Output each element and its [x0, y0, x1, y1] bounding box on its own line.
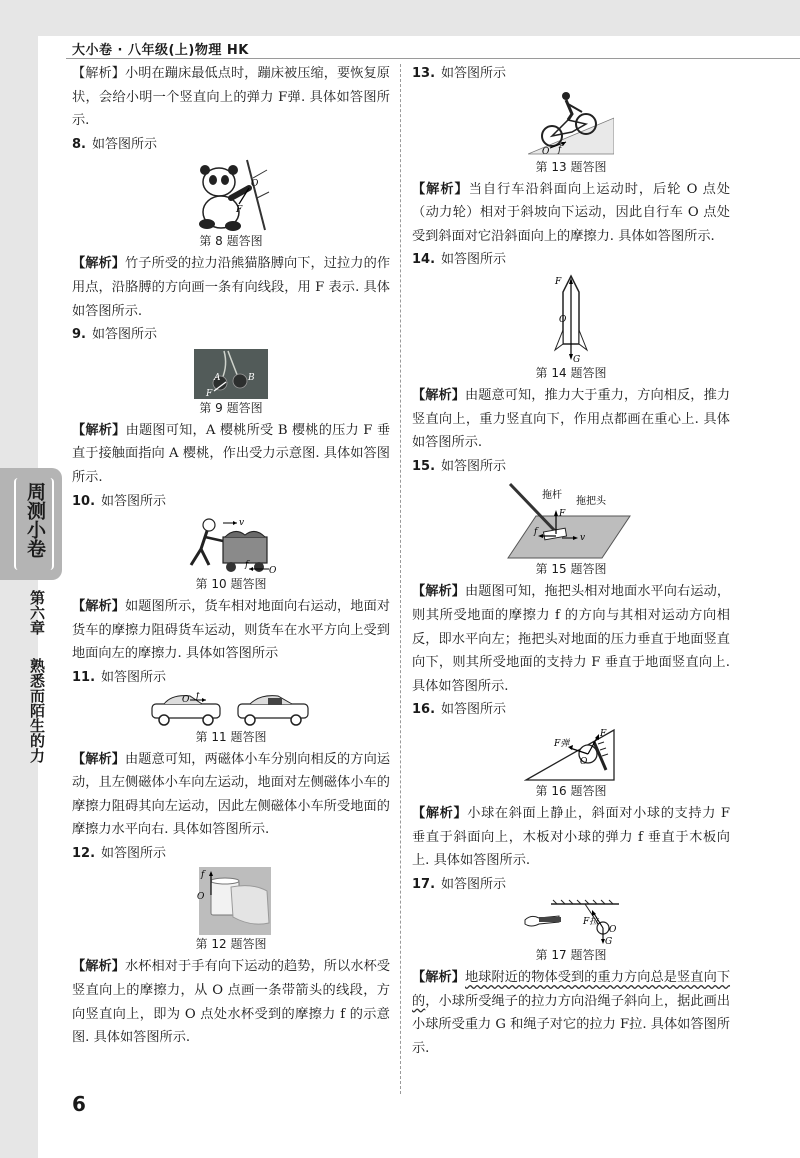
q12-head-text: 如答图所示: [101, 845, 167, 861]
q14-number: 14.: [412, 252, 436, 268]
q9-label-f: F: [206, 388, 213, 399]
q12-analysis: [72, 955, 390, 1049]
q8-label-o: O: [251, 179, 259, 190]
chapter-number: 第六章: [28, 590, 46, 635]
header-rule: [66, 58, 800, 59]
q8-caption: 第 8 题答图: [199, 234, 263, 249]
q15-number: 15.: [412, 458, 436, 474]
q10-analysis-text: 如题图所示，货车相对地面向右运动，地面对货车的摩擦力阻碍货车运动，则货车在水平方向上受到地面向左的摩擦力. 具体如答图所示: [72, 599, 391, 662]
q15-figure: [412, 480, 730, 578]
q16-analysis: [412, 802, 730, 873]
q9-analysis-tag: 【解析】: [72, 422, 126, 438]
q11-caption: 第 11 题答图: [195, 729, 267, 744]
q13-caption: 第 13 题答图: [535, 159, 607, 174]
q13-label-o: O: [542, 146, 550, 157]
q11-figure: [72, 692, 390, 746]
column-divider: [400, 64, 401, 1094]
q7-analysis: 【解析】小明在蹦床最低点时，蹦床被压缩，要恢复原状，会给小明一个竖直向上的弹力 F弹. 具体如答图所示.: [72, 66, 390, 129]
q14-head-text: 如答图所示: [441, 252, 507, 268]
q8-number: 8.: [72, 136, 86, 152]
q14-label-g: G: [573, 354, 581, 364]
q12-cup-hand-photo: [191, 867, 271, 935]
q11-analysis-text: 由题意可知，两磁体小车分别向相反的方向运动，且左侧磁体小车向左运动，地面对左侧磁体小车的摩擦力阻碍其向左运动，因此左侧磁体小车所受地面的摩擦力水平向右. 具体如答图所示.: [72, 751, 391, 838]
q8-panda-bamboo-illustration: [191, 158, 271, 232]
q10-analysis: [72, 595, 390, 666]
q16-label-o: O: [580, 756, 588, 767]
q17-analysis-text: ，小球所受绳子的拉力方向沿绳子斜向上，据此画出小球所受重力 G 和绳子对它的拉力 F拉. 具体如答图所示.: [412, 993, 731, 1057]
q16-caption: 第 16 题答图: [535, 783, 607, 798]
q13-bicycle-slope-illustration: [528, 88, 614, 158]
q8-analysis-text: 竹子所受的拉力沿熊猫胳膊向下，过拉力的作用点，沿胳膊的方向画一条有向线段，用 F 表示. 具体如答图所示.: [72, 256, 391, 319]
q15-analysis-tag: 【解析】: [412, 584, 466, 600]
q17-analysis-underlined: 地球附近的物体受到的重力方向总是竖直向下的: [412, 970, 731, 1009]
q13-analysis-tag: 【解析】: [412, 181, 469, 197]
q14-rocket-illustration: [551, 274, 591, 364]
q10-number: 10.: [72, 493, 96, 509]
q9-label-b: B: [248, 372, 255, 383]
q12-analysis-text: 水杯相对于手有向下运动的趋势，所以水杯受竖直向上的摩擦力，从 O 点画一条带箭头的线段，方向竖直向上，即为 O 点处水杯受到的摩擦力 f 的示意图. 具体如答图所示.: [72, 959, 391, 1046]
q8-label-f: F: [236, 205, 243, 216]
q9-caption: 第 9 题答图: [199, 400, 263, 415]
q10-analysis-tag: 【解析】: [72, 599, 126, 615]
q17-number: 17.: [412, 876, 436, 892]
q15-label-handle: 拖杆: [542, 490, 562, 502]
q15-mop-illustration: [506, 480, 636, 560]
q10-label-o: O: [269, 566, 277, 576]
q17-pendulum-illustration: [521, 898, 621, 946]
q17-caption: 第 17 题答图: [535, 948, 607, 963]
q17-label-f-pull: F拉: [583, 917, 599, 928]
q10-head-text: 如答图所示: [101, 493, 167, 509]
q10-cart-illustration: [183, 515, 279, 575]
q13-head-text: 如答图所示: [441, 66, 507, 81]
q13-figure: [412, 88, 730, 176]
q13-analysis: [412, 178, 730, 249]
chapter-title: 熟悉而陌生的力: [28, 658, 46, 763]
q15-head: [412, 455, 730, 479]
q11-label-f: f: [196, 691, 200, 701]
left-column: [72, 62, 390, 1050]
q8-head: [72, 133, 390, 157]
q12-figure: [72, 867, 390, 953]
q15-caption: 第 15 题答图: [535, 562, 607, 577]
page-number: 6: [72, 1092, 86, 1116]
q14-analysis: [412, 384, 730, 455]
q11-analysis-tag: 【解析】: [72, 751, 126, 767]
q12-number: 12.: [72, 845, 96, 861]
q13-label-f: f: [558, 144, 562, 155]
q17-head-text: 如答图所示: [441, 876, 507, 892]
q11-magnet-cars-illustration: [146, 692, 316, 728]
q11-head-text: 如答图所示: [101, 669, 167, 685]
q9-figure: [72, 349, 390, 417]
q13-head: [412, 62, 730, 86]
q13-number: 13.: [412, 66, 436, 81]
q15-label-f-upper: F: [559, 509, 566, 520]
q17-figure: [412, 898, 730, 964]
q16-label-f: F: [600, 728, 607, 739]
q17-head: [412, 873, 730, 897]
q10-head: [72, 490, 390, 514]
q17-analysis: [412, 966, 730, 1060]
q12-label-f: f: [201, 870, 205, 881]
q14-analysis-text: 由题意可知，推力大于重力，方向相反，推力竖直向上，重力竖直向下，作用点都画在重心上. 具体如答图所示.: [412, 387, 731, 451]
q15-label-f-lower: f: [534, 527, 538, 538]
q15-analysis-text: 由题图可知，拖把头相对地面水平向右运动，则其所受地面的摩擦力 f 的方向与其相对运动方向相反，即水平向左；拖把头对地面的压力垂直于地面竖直向下，则其所受地面的支持力 F 垂直于地面竖直向上. 具体如答图所示.: [412, 584, 731, 694]
q12-caption: 第 12 题答图: [195, 937, 267, 952]
q8-head-text: 如答图所示: [91, 136, 157, 152]
q16-analysis-tag: 【解析】: [412, 805, 468, 821]
q9-analysis: [72, 419, 390, 490]
q8-figure: [72, 158, 390, 250]
q16-head-text: 如答图所示: [441, 702, 507, 718]
q10-caption: 第 10 题答图: [195, 577, 267, 592]
q11-number: 11.: [72, 669, 96, 685]
q9-number: 9.: [72, 327, 86, 343]
q13-analysis-text: 当自行车沿斜面向上运动时，后轮 O 点处（动力轮）相对于斜坡向下运动，因此自行车 O 点处受到斜面对它沿斜面向上的摩擦力. 具体如答图所示.: [412, 181, 731, 244]
q14-head: [412, 248, 730, 272]
q10-label-v: v: [239, 518, 245, 529]
q15-label-v: v: [580, 533, 586, 544]
q10-label-f: f: [245, 560, 249, 571]
q17-label-g: G: [605, 937, 613, 947]
q15-analysis: [412, 580, 730, 698]
q8-analysis-tag: 【解析】: [72, 256, 126, 272]
q17-analysis-tag: 【解析】: [412, 970, 466, 986]
q8-analysis: [72, 252, 390, 323]
q16-incline-ball-illustration: [524, 724, 618, 782]
q9-head: [72, 323, 390, 347]
q12-label-o: O: [197, 892, 205, 903]
q14-label-o: O: [559, 314, 567, 325]
q15-label-mophead: 拖把头: [576, 496, 606, 508]
q11-head: [72, 666, 390, 690]
side-tab-label: 周测小卷: [24, 482, 46, 558]
q9-head-text: 如答图所示: [91, 327, 157, 343]
q9-cherry-photo: [194, 349, 268, 399]
q14-figure: [412, 274, 730, 382]
q16-figure: [412, 724, 730, 800]
q12-head: [72, 842, 390, 866]
q16-number: 16.: [412, 702, 436, 718]
q16-head: [412, 698, 730, 722]
q12-analysis-tag: 【解析】: [72, 959, 126, 975]
q16-analysis-text: 小球在斜面上静止，斜面对小球的支持力 F 垂直于斜面向上，木板对小球的弹力 f 垂直于木板向上. 具体如答图所示.: [412, 805, 731, 869]
q17-label-o: O: [609, 925, 617, 936]
header-title: 大小卷 · 八年级(上)物理 HK: [72, 43, 249, 58]
q9-analysis-text: 由题图可知，A 樱桃所受 B 樱桃的压力 F 垂直于接触面指向 A 樱桃，作出受力示意图. 具体如答图所示.: [72, 422, 391, 485]
q16-label-f-spring: F弹: [554, 738, 570, 749]
q14-label-f: F: [555, 276, 562, 287]
q14-analysis-tag: 【解析】: [412, 387, 466, 403]
right-column: [412, 62, 730, 1061]
q15-head-text: 如答图所示: [441, 458, 507, 474]
q11-analysis: [72, 748, 390, 842]
q14-caption: 第 14 题答图: [535, 365, 607, 380]
q11-label-o: O: [182, 694, 190, 705]
q10-figure: [72, 515, 390, 593]
q9-label-a: A: [214, 372, 221, 383]
